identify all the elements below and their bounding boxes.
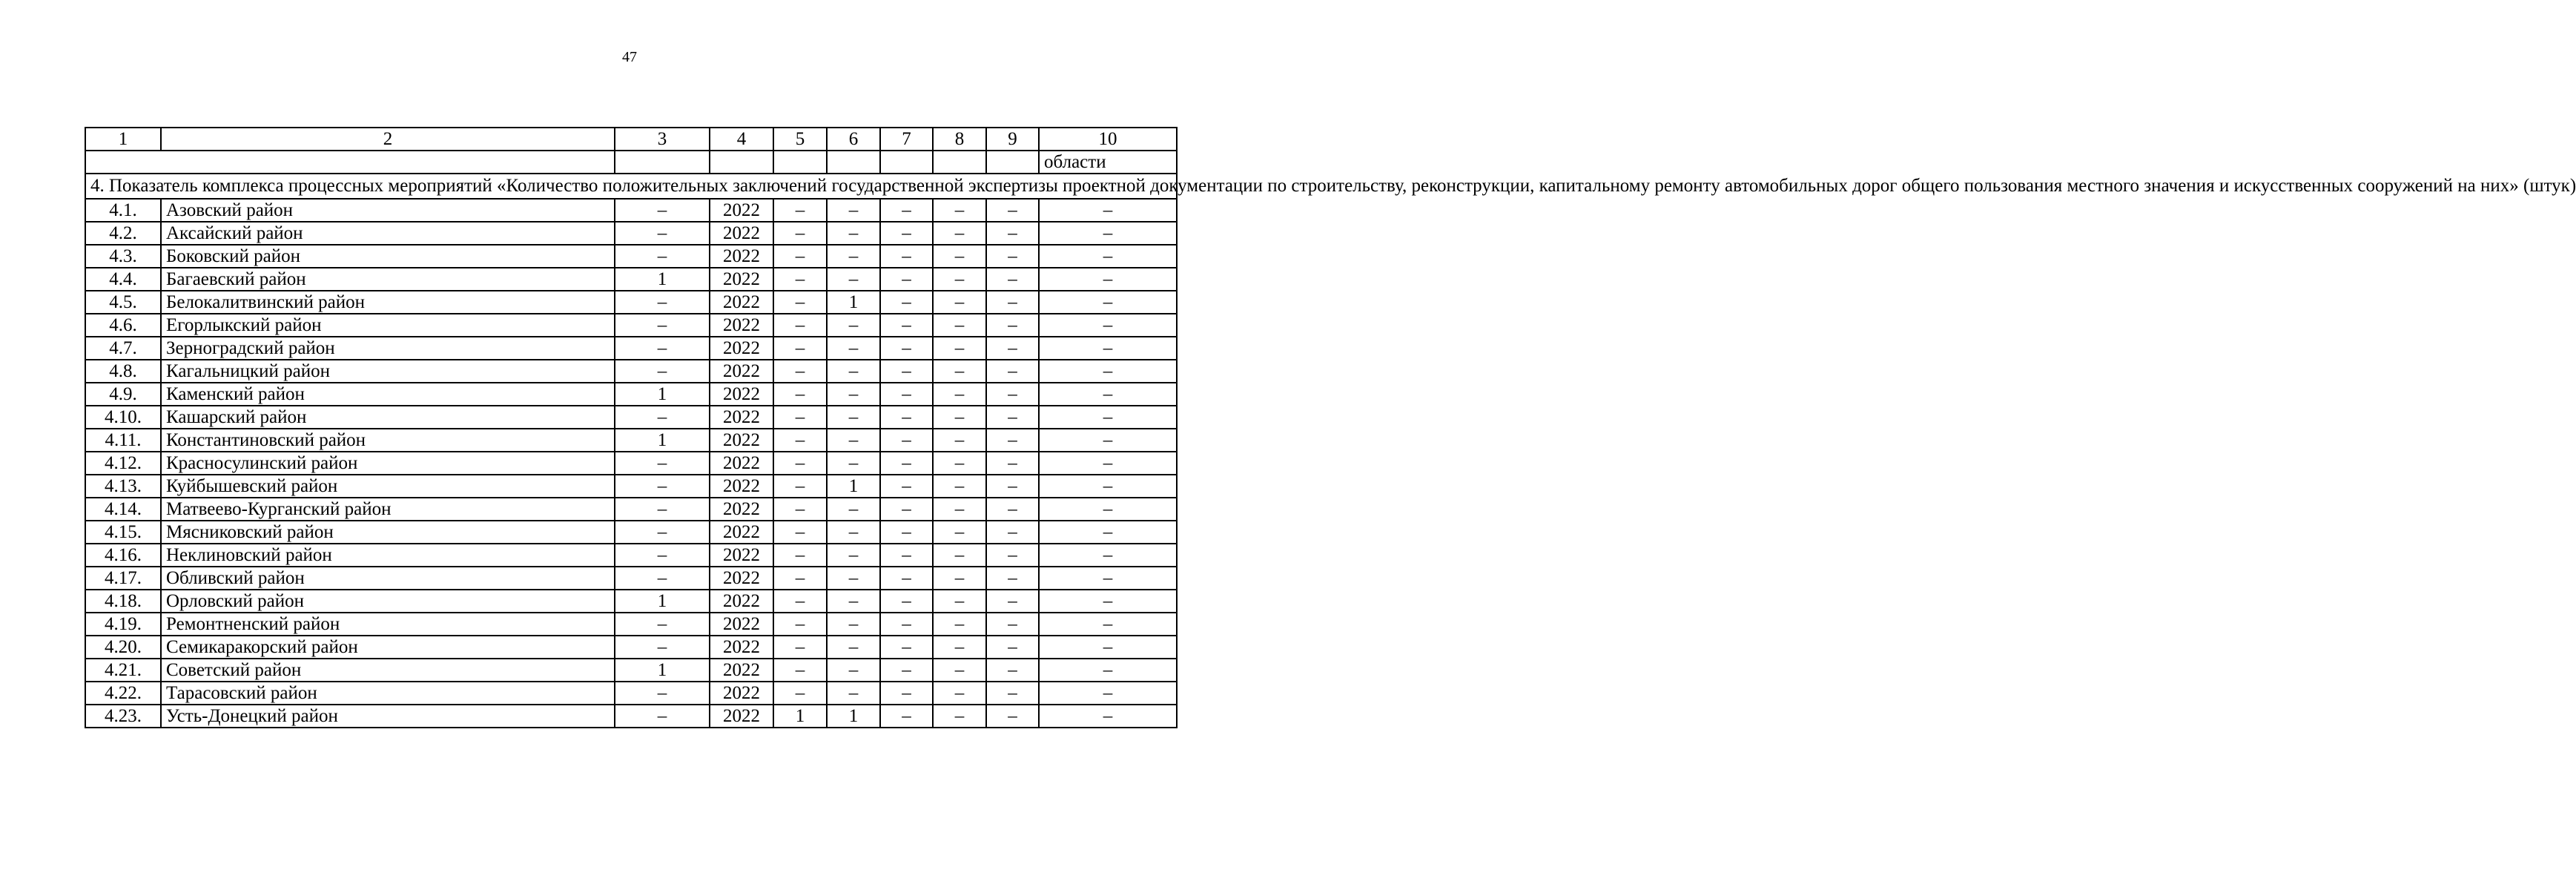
- col-10-value: –: [1039, 314, 1177, 337]
- col-6-value: –: [827, 383, 880, 406]
- table-row: [85, 682, 1177, 705]
- col-9-value: –: [986, 452, 1039, 475]
- page-number: 47: [622, 49, 637, 65]
- col-9-value: –: [986, 682, 1039, 705]
- col-8-value: –: [933, 567, 986, 590]
- col-7-value: –: [880, 705, 933, 728]
- row-number: 4.10.: [85, 406, 161, 429]
- col-10-value: –: [1039, 613, 1177, 636]
- col-10-value: –: [1039, 452, 1177, 475]
- header-cell-3: 3: [615, 128, 710, 151]
- col-7-value: –: [880, 314, 933, 337]
- col-8-value: –: [933, 406, 986, 429]
- year-value: 2022: [710, 452, 773, 475]
- col-5-value: –: [773, 245, 827, 268]
- year-value: 2022: [710, 705, 773, 728]
- row-number: 4.16.: [85, 544, 161, 567]
- year-value: 2022: [710, 498, 773, 521]
- district-name: Кашарский район: [161, 406, 615, 429]
- col-10-value: –: [1039, 360, 1177, 383]
- subheader-cell-6: [827, 151, 880, 174]
- col-10-value: –: [1039, 406, 1177, 429]
- col-10-value: –: [1039, 636, 1177, 659]
- col-8-value: –: [933, 245, 986, 268]
- row-number: 4.4.: [85, 268, 161, 291]
- subheader-cell-3: [615, 151, 710, 174]
- col-6-value: –: [827, 682, 880, 705]
- table-row: [85, 498, 1177, 521]
- col-6-value: 1: [827, 475, 880, 498]
- col-3-value: –: [615, 521, 710, 544]
- col-5-value: –: [773, 337, 827, 360]
- col-7-value: –: [880, 682, 933, 705]
- col-8-value: –: [933, 222, 986, 245]
- table-row: [85, 521, 1177, 544]
- col-5-value: –: [773, 590, 827, 613]
- col-10-value: –: [1039, 222, 1177, 245]
- row-number: 4.19.: [85, 613, 161, 636]
- row-number: 4.22.: [85, 682, 161, 705]
- year-value: 2022: [710, 337, 773, 360]
- table-row: [85, 613, 1177, 636]
- subheader-cell-1-2: [85, 151, 615, 174]
- col-7-value: –: [880, 383, 933, 406]
- table-row: [85, 245, 1177, 268]
- col-6-value: –: [827, 498, 880, 521]
- col-6-value: –: [827, 452, 880, 475]
- col-5-value: –: [773, 682, 827, 705]
- col-5-value: –: [773, 475, 827, 498]
- col-9-value: –: [986, 360, 1039, 383]
- col-7-value: –: [880, 475, 933, 498]
- table-row: [85, 590, 1177, 613]
- col-8-value: –: [933, 613, 986, 636]
- col-5-value: –: [773, 406, 827, 429]
- col-3-value: –: [615, 498, 710, 521]
- table-row: [85, 199, 1177, 222]
- district-name: Кагальницкий район: [161, 360, 615, 383]
- col-6-value: –: [827, 199, 880, 222]
- section-title: 4. Показатель комплекса процессных мероприятий «Количество положительных заключений государственной экспертизы проектной документации по строительству, реконструкции, капитальному ремонту автомобильных дорог общего пользования местного значения и искусственных сооружений на них» (штук): [85, 174, 1177, 199]
- district-name: Усть-Донецкий район: [161, 705, 615, 728]
- col-9-value: –: [986, 314, 1039, 337]
- col-3-value: –: [615, 705, 710, 728]
- col-8-value: –: [933, 452, 986, 475]
- col-3-value: –: [615, 199, 710, 222]
- table-row: [85, 406, 1177, 429]
- year-value: 2022: [710, 590, 773, 613]
- year-value: 2022: [710, 406, 773, 429]
- table-row: [85, 567, 1177, 590]
- header-cell-7: 7: [880, 128, 933, 151]
- table-row: [85, 544, 1177, 567]
- col-5-value: 1: [773, 705, 827, 728]
- district-name: Азовский район: [161, 199, 615, 222]
- subheader-cell-9: [986, 151, 1039, 174]
- col-9-value: –: [986, 337, 1039, 360]
- col-3-value: –: [615, 360, 710, 383]
- col-8-value: –: [933, 360, 986, 383]
- subheader-cell-4: [710, 151, 773, 174]
- table-row: [85, 636, 1177, 659]
- col-3-value: 1: [615, 268, 710, 291]
- col-9-value: –: [986, 659, 1039, 682]
- col-6-value: –: [827, 268, 880, 291]
- header-cell-1: 1: [85, 128, 161, 151]
- year-value: 2022: [710, 682, 773, 705]
- col-10-value: –: [1039, 705, 1177, 728]
- year-value: 2022: [710, 636, 773, 659]
- col-7-value: –: [880, 291, 933, 314]
- col-5-value: –: [773, 291, 827, 314]
- col-8-value: –: [933, 291, 986, 314]
- district-name: Боковский район: [161, 245, 615, 268]
- col-5-value: –: [773, 613, 827, 636]
- row-number: 4.23.: [85, 705, 161, 728]
- district-name: Красносулинский район: [161, 452, 615, 475]
- col-7-value: –: [880, 521, 933, 544]
- col-3-value: –: [615, 291, 710, 314]
- district-name: Матвеево-Курганский район: [161, 498, 615, 521]
- col-5-value: –: [773, 383, 827, 406]
- table-row: [85, 452, 1177, 475]
- row-number: 4.14.: [85, 498, 161, 521]
- col-6-value: –: [827, 659, 880, 682]
- col-10-value: –: [1039, 268, 1177, 291]
- col-3-value: –: [615, 544, 710, 567]
- col-9-value: –: [986, 521, 1039, 544]
- year-value: 2022: [710, 291, 773, 314]
- col-5-value: –: [773, 567, 827, 590]
- data-table: [85, 127, 2576, 728]
- row-number: 4.8.: [85, 360, 161, 383]
- district-name: Зерноградский район: [161, 337, 615, 360]
- col-6-value: –: [827, 337, 880, 360]
- table-row: [85, 429, 1177, 452]
- col-8-value: –: [933, 268, 986, 291]
- col-9-value: –: [986, 291, 1039, 314]
- col-9-value: –: [986, 245, 1039, 268]
- col-10-value: –: [1039, 521, 1177, 544]
- row-number: 4.13.: [85, 475, 161, 498]
- col-5-value: –: [773, 429, 827, 452]
- district-name: Багаевский район: [161, 268, 615, 291]
- col-3-value: –: [615, 222, 710, 245]
- table-row: [85, 268, 1177, 291]
- col-6-value: –: [827, 406, 880, 429]
- col-6-value: –: [827, 360, 880, 383]
- district-name: Советский район: [161, 659, 615, 682]
- col-7-value: –: [880, 659, 933, 682]
- col-10-value: –: [1039, 498, 1177, 521]
- col-9-value: –: [986, 498, 1039, 521]
- district-name: Неклиновский район: [161, 544, 615, 567]
- year-value: 2022: [710, 199, 773, 222]
- col-10-value: –: [1039, 567, 1177, 590]
- col-6-value: –: [827, 636, 880, 659]
- year-value: 2022: [710, 222, 773, 245]
- col-3-value: –: [615, 636, 710, 659]
- row-number: 4.6.: [85, 314, 161, 337]
- col-7-value: –: [880, 245, 933, 268]
- col-9-value: –: [986, 636, 1039, 659]
- year-value: 2022: [710, 360, 773, 383]
- row-number: 4.12.: [85, 452, 161, 475]
- header-cell-6: 6: [827, 128, 880, 151]
- year-value: 2022: [710, 613, 773, 636]
- col-5-value: –: [773, 521, 827, 544]
- col-7-value: –: [880, 544, 933, 567]
- col-6-value: –: [827, 544, 880, 567]
- col-3-value: –: [615, 567, 710, 590]
- col-10-value: –: [1039, 429, 1177, 452]
- row-number: 4.17.: [85, 567, 161, 590]
- col-8-value: –: [933, 199, 986, 222]
- row-number: 4.11.: [85, 429, 161, 452]
- col-9-value: –: [986, 475, 1039, 498]
- table-row: [85, 475, 1177, 498]
- year-value: 2022: [710, 475, 773, 498]
- header-row: [85, 128, 1177, 151]
- year-value: 2022: [710, 429, 773, 452]
- col-3-value: –: [615, 682, 710, 705]
- col-3-value: –: [615, 613, 710, 636]
- col-9-value: –: [986, 567, 1039, 590]
- col-8-value: –: [933, 636, 986, 659]
- table-row: [85, 659, 1177, 682]
- col-5-value: –: [773, 636, 827, 659]
- col-10-value: –: [1039, 659, 1177, 682]
- col-9-value: –: [986, 268, 1039, 291]
- table-row: [85, 360, 1177, 383]
- col-10-value: –: [1039, 475, 1177, 498]
- district-name: Ремонтненский район: [161, 613, 615, 636]
- col-7-value: –: [880, 222, 933, 245]
- row-number: 4.21.: [85, 659, 161, 682]
- col-5-value: –: [773, 360, 827, 383]
- col-9-value: –: [986, 406, 1039, 429]
- col-8-value: –: [933, 314, 986, 337]
- col-3-value: 1: [615, 590, 710, 613]
- table-row: [85, 383, 1177, 406]
- col-3-value: –: [615, 337, 710, 360]
- col-8-value: –: [933, 544, 986, 567]
- section-row: [85, 174, 1177, 199]
- col-9-value: –: [986, 199, 1039, 222]
- header-cell-5: 5: [773, 128, 827, 151]
- row-number: 4.18.: [85, 590, 161, 613]
- year-value: 2022: [710, 245, 773, 268]
- col-10-value: –: [1039, 682, 1177, 705]
- col-3-value: –: [615, 314, 710, 337]
- col-5-value: –: [773, 452, 827, 475]
- year-value: 2022: [710, 659, 773, 682]
- col-6-value: –: [827, 590, 880, 613]
- col-7-value: –: [880, 613, 933, 636]
- col-7-value: –: [880, 268, 933, 291]
- district-name: Аксайский район: [161, 222, 615, 245]
- col-7-value: –: [880, 360, 933, 383]
- col-6-value: –: [827, 429, 880, 452]
- col-6-value: –: [827, 521, 880, 544]
- table-body: [85, 128, 2576, 728]
- district-name: Орловский район: [161, 590, 615, 613]
- col-9-value: –: [986, 613, 1039, 636]
- col-9-value: –: [986, 222, 1039, 245]
- col-8-value: –: [933, 475, 986, 498]
- subheader-cell-5: [773, 151, 827, 174]
- row-number: 4.9.: [85, 383, 161, 406]
- year-value: 2022: [710, 567, 773, 590]
- col-8-value: –: [933, 337, 986, 360]
- table-row: [85, 314, 1177, 337]
- row-number: 4.3.: [85, 245, 161, 268]
- col-7-value: –: [880, 636, 933, 659]
- col-9-value: –: [986, 544, 1039, 567]
- col-6-value: 1: [827, 705, 880, 728]
- year-value: 2022: [710, 521, 773, 544]
- col-8-value: –: [933, 521, 986, 544]
- col-5-value: –: [773, 544, 827, 567]
- col-6-value: –: [827, 314, 880, 337]
- col-3-value: –: [615, 475, 710, 498]
- district-name: Константиновский район: [161, 429, 615, 452]
- col-6-value: –: [827, 613, 880, 636]
- col-8-value: –: [933, 429, 986, 452]
- row-number: 4.15.: [85, 521, 161, 544]
- col-10-value: –: [1039, 245, 1177, 268]
- table-row: [85, 705, 1177, 728]
- row-number: 4.20.: [85, 636, 161, 659]
- table-row: [85, 337, 1177, 360]
- district-name: Куйбышевский район: [161, 475, 615, 498]
- col-5-value: –: [773, 222, 827, 245]
- col-6-value: –: [827, 222, 880, 245]
- col-10-value: –: [1039, 544, 1177, 567]
- col-9-value: –: [986, 705, 1039, 728]
- col-7-value: –: [880, 590, 933, 613]
- col-9-value: –: [986, 383, 1039, 406]
- col-6-value: 1: [827, 291, 880, 314]
- col-3-value: –: [615, 406, 710, 429]
- subheader-row: [85, 151, 1177, 174]
- col-8-value: –: [933, 590, 986, 613]
- header-cell-8: 8: [933, 128, 986, 151]
- year-value: 2022: [710, 383, 773, 406]
- col-7-value: –: [880, 199, 933, 222]
- col-3-value: 1: [615, 383, 710, 406]
- col-9-value: –: [986, 590, 1039, 613]
- subheader-cell-8: [933, 151, 986, 174]
- header-cell-9: 9: [986, 128, 1039, 151]
- col-10-value: –: [1039, 590, 1177, 613]
- row-number: 4.1.: [85, 199, 161, 222]
- col-10-value: –: [1039, 337, 1177, 360]
- district-name: Мясниковский район: [161, 521, 615, 544]
- col-5-value: –: [773, 659, 827, 682]
- district-name: Обливский район: [161, 567, 615, 590]
- header-cell-4: 4: [710, 128, 773, 151]
- col-5-value: –: [773, 498, 827, 521]
- year-value: 2022: [710, 544, 773, 567]
- header-cell-10: 10: [1039, 128, 1177, 151]
- col-9-value: –: [986, 429, 1039, 452]
- col-8-value: –: [933, 705, 986, 728]
- col-8-value: –: [933, 383, 986, 406]
- year-value: 2022: [710, 268, 773, 291]
- district-name: Егорлыкский район: [161, 314, 615, 337]
- col-3-value: 1: [615, 659, 710, 682]
- row-number: 4.5.: [85, 291, 161, 314]
- district-name: Белокалитвинский район: [161, 291, 615, 314]
- col-7-value: –: [880, 406, 933, 429]
- col-7-value: –: [880, 567, 933, 590]
- col-3-value: –: [615, 245, 710, 268]
- col-7-value: –: [880, 452, 933, 475]
- year-value: 2022: [710, 314, 773, 337]
- col-3-value: –: [615, 452, 710, 475]
- header-cell-2: 2: [161, 128, 615, 151]
- col-5-value: –: [773, 199, 827, 222]
- col-10-value: –: [1039, 383, 1177, 406]
- col-3-value: 1: [615, 429, 710, 452]
- col-8-value: –: [933, 682, 986, 705]
- col-6-value: –: [827, 567, 880, 590]
- table-row: [85, 222, 1177, 245]
- col-6-value: –: [827, 245, 880, 268]
- subheader-cell-10: области: [1039, 151, 1177, 174]
- col-5-value: –: [773, 268, 827, 291]
- col-8-value: –: [933, 659, 986, 682]
- district-name: Семикаракорский район: [161, 636, 615, 659]
- col-7-value: –: [880, 429, 933, 452]
- district-name: Каменский район: [161, 383, 615, 406]
- col-10-value: –: [1039, 199, 1177, 222]
- district-name: Тарасовский район: [161, 682, 615, 705]
- col-8-value: –: [933, 498, 986, 521]
- col-10-value: –: [1039, 291, 1177, 314]
- row-number: 4.2.: [85, 222, 161, 245]
- col-5-value: –: [773, 314, 827, 337]
- col-7-value: –: [880, 337, 933, 360]
- col-7-value: –: [880, 498, 933, 521]
- table-row: [85, 291, 1177, 314]
- row-number: 4.7.: [85, 337, 161, 360]
- subheader-cell-7: [880, 151, 933, 174]
